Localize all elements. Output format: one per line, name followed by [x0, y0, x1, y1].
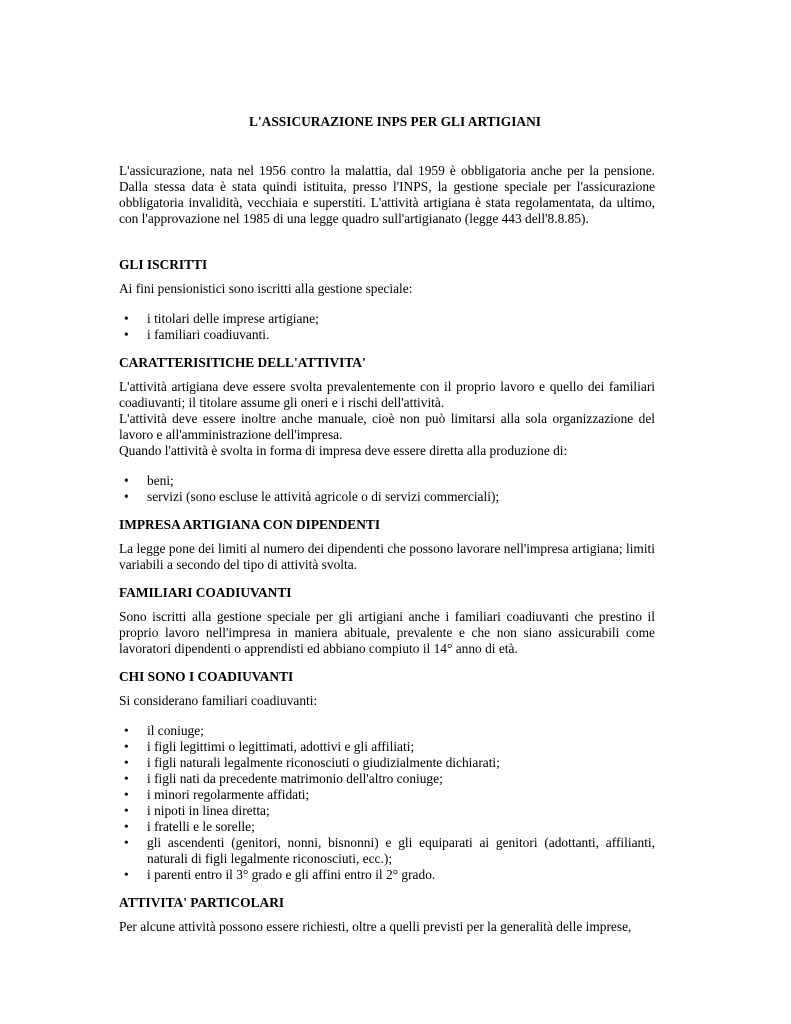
caratteristiche-paragraph: L'attività artigiana deve essere svolta prevalentemente con il proprio lavoro e quello dei familiari coadiuvanti; il titolare assume gli oneri e i rischi dell'attività.	[119, 379, 655, 410]
familiari-text: Sono iscritti alla gestione speciale per gli artigiani anche i familiari coadiuvanti che prestino il proprio lavoro nell'impresa in maniera abituale, prevalente e che non siano assicurabili come lavoratori dipendenti o apprendisti ed abbiano compiuto il 14° anno di età.	[119, 609, 655, 656]
list-item: • i figli nati da precedente matrimonio dell'altro coniuge;	[124, 771, 443, 786]
bullet-icon: •	[124, 867, 129, 882]
iscritti-text: Ai fini pensionistici sono iscritti alla gestione speciale:	[119, 281, 413, 296]
section-heading-caratteristiche: CARATTERISITICHE DELL'ATTIVITA'	[119, 355, 366, 370]
intro-paragraph: L'assicurazione, nata nel 1956 contro la malattia, dal 1959 è obbligatoria anche per la pensione. Dalla stessa data è stata quindi istituita, presso l'INPS, la gestione speciale per l'assicurazione obbligatoria invalidità, vecchiaia e superstiti. L'attività artigiana è stata regolamentata, da ultimo, con l'approvazione nel 1985 di una legge quadro sull'artigianato (legge 443 dell'8.8.85).	[119, 163, 655, 226]
section-iscritti	[119, 257, 655, 343]
section-dipendenti	[119, 517, 655, 573]
bullet-icon: •	[124, 739, 129, 754]
list-item: • i minori regolarmente affidati;	[124, 787, 310, 802]
section-heading-iscritti: GLI ISCRITTI	[119, 257, 208, 272]
particolari-text: Per alcune attività possono essere richiesti, oltre a quelli previsti per la generalità delle imprese,	[119, 919, 632, 934]
document-title: L'ASSICURAZIONE INPS PER GLI ARTIGIANI	[249, 114, 541, 129]
section-heading-coadiuvanti: CHI SONO I COADIUVANTI	[119, 669, 294, 684]
bullet-icon: •	[124, 771, 129, 786]
caratteristiche-list	[119, 473, 655, 505]
bullet-icon: •	[124, 327, 129, 342]
list-item: • beni;	[124, 473, 174, 488]
bullet-icon: •	[124, 803, 129, 818]
list-item: • gli ascendenti (genitori, nonni, bisnonni) e gli equiparati ai genitori (adottanti, affilianti, naturali di figli legalmente riconosciuti, ecc.);	[124, 835, 655, 866]
list-item: • i familiari coadiuvanti.	[124, 327, 270, 342]
dipendenti-text: La legge pone dei limiti al numero dei dipendenti che possono lavorare nell'impresa artigiana; limiti variabili a secondo del tipo di attività svolta.	[119, 541, 655, 572]
section-heading-dipendenti: IMPRESA ARTIGIANA CON DIPENDENTI	[119, 517, 381, 532]
list-item: • i nipoti in linea diretta;	[124, 803, 270, 818]
coadiuvanti-list	[119, 723, 655, 883]
list-item: • il coniuge;	[124, 723, 204, 738]
section-coadiuvanti	[119, 669, 655, 883]
list-item: • i titolari delle imprese artigiane;	[124, 311, 319, 326]
section-caratteristiche	[119, 355, 655, 505]
bullet-icon: •	[124, 787, 129, 802]
bullet-icon: •	[124, 723, 129, 738]
list-item: • i fratelli e le sorelle;	[124, 819, 255, 834]
section-particolari	[119, 895, 655, 935]
bullet-icon: •	[124, 835, 129, 850]
bullet-icon: •	[124, 311, 129, 326]
list-item: • i figli naturali legalmente riconosciuti o giudizialmente dichiarati;	[124, 755, 500, 770]
section-heading-familiari: FAMILIARI COADIUVANTI	[119, 585, 292, 600]
bullet-icon: •	[124, 819, 129, 834]
caratteristiche-paragraph: L'attività deve essere inoltre anche manuale, cioè non può limitarsi alla sola organizzazione del lavoro e all'amministrazione dell'impresa.	[119, 411, 655, 442]
coadiuvanti-text: Si considerano familiari coadiuvanti:	[119, 693, 318, 708]
bullet-icon: •	[124, 489, 129, 504]
bullet-icon: •	[124, 473, 129, 488]
section-heading-particolari: ATTIVITA' PARTICOLARI	[119, 895, 285, 910]
caratteristiche-paragraph: Quando l'attività è svolta in forma di impresa deve essere diretta alla produzione di:	[119, 443, 568, 458]
document-page	[119, 114, 655, 947]
section-familiari	[119, 585, 655, 657]
iscritti-list	[119, 311, 655, 343]
list-item: • i figli legittimi o legittimati, adottivi e gli affiliati;	[124, 739, 415, 754]
list-item: • servizi (sono escluse le attività agricole o di servizi commerciali);	[124, 489, 500, 504]
bullet-icon: •	[124, 755, 129, 770]
list-item: • i parenti entro il 3° grado e gli affini entro il 2° grado.	[124, 867, 436, 882]
